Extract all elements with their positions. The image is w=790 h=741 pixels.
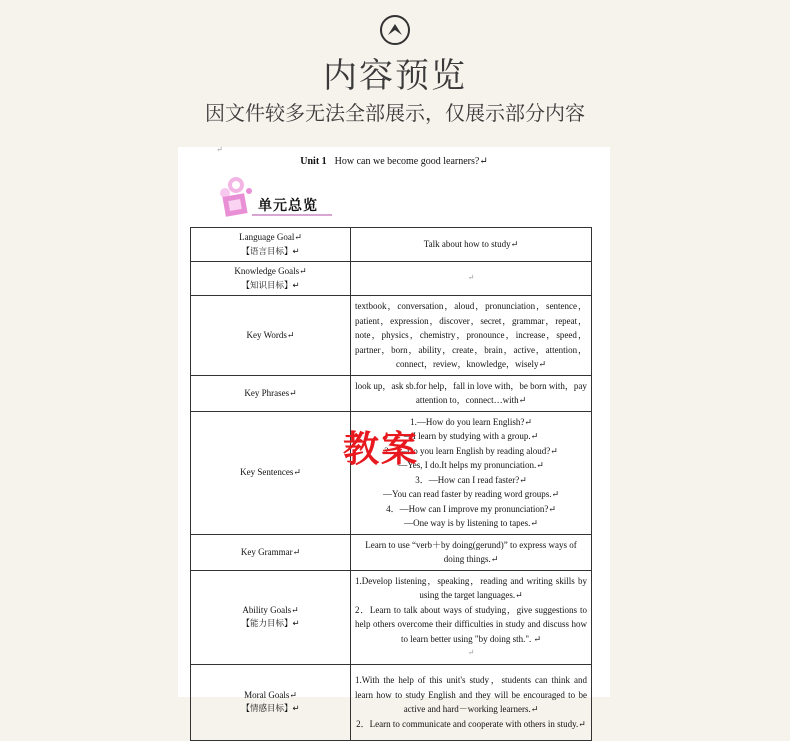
label-zh: 【语言目标】↵ xyxy=(241,246,300,257)
table-row xyxy=(191,375,592,411)
label-en: Key Words↵ xyxy=(246,330,295,340)
unit-title: How can we become good learners?↵ xyxy=(334,156,488,167)
row-label xyxy=(191,411,351,534)
chevron-up-circle-icon xyxy=(379,14,411,46)
content-line: —One way is by listening to tapes.↵ xyxy=(404,518,538,528)
row-label xyxy=(191,664,351,740)
label-en: Key Phrases↵ xyxy=(244,387,297,398)
row-content xyxy=(351,262,592,296)
watermark: 教案 xyxy=(343,429,420,470)
label-zh: 【知识目标】↵ xyxy=(241,280,300,291)
table-row xyxy=(191,664,592,740)
content-line: 4．—How can I improve my pronunciation?↵ xyxy=(386,503,556,514)
row-content xyxy=(351,664,592,740)
content-line: 2．—Do you learn English by reading aloud?↵ xyxy=(384,445,558,456)
unit-label: Unit 1 xyxy=(300,156,327,167)
label-en: Key Grammar↵ xyxy=(240,546,301,557)
content-line: 2．Learn to communicate and cooperate with others in study.↵ xyxy=(356,718,586,729)
row-content xyxy=(351,228,592,262)
content-line: 1.Develop listening，speaking，reading and writing skills by using the target languages.↵ xyxy=(355,575,587,600)
row-label xyxy=(191,534,351,570)
label-en: Moral Goals↵ xyxy=(244,689,297,700)
content-line: —You can read faster by reading word groups.↵ xyxy=(382,489,560,499)
page-subtitle: 因文件较多无法全部展示，仅展示部分内容 xyxy=(205,101,585,125)
table-row xyxy=(191,228,592,262)
section-underline xyxy=(252,214,332,216)
content-line: look up，ask sb.for help，fall in love with，be born with，pay attention to，connect…with↵ xyxy=(355,380,587,405)
content-line: textbook，conversation，aloud，pronunciation，sentence，patient，expression，discover，secret，grammar，repeat，note，physics，chemistry，pronounce，increase，speed，partner，born，ability，create，brain，active，attention，connect，review，knowledge，wisely↵ xyxy=(355,301,587,369)
label-en: Key Sentences↵ xyxy=(240,467,301,478)
label-en: Language Goal↵ xyxy=(239,232,302,242)
content-line: —I learn by studying with a group.↵ xyxy=(403,431,539,441)
row-content xyxy=(351,296,592,376)
page-title: 内容预览 xyxy=(323,56,467,96)
content-line: —Yes, I do.It helps my pronunciation.↵ xyxy=(398,460,544,470)
content-line: ↵ xyxy=(467,648,475,657)
row-label xyxy=(191,570,351,664)
content-line: 1.—How do you learn English?↵ xyxy=(410,416,532,427)
content-line: Talk about how to study↵ xyxy=(423,239,519,250)
table-row xyxy=(191,534,592,570)
table-row xyxy=(191,262,592,296)
row-label xyxy=(191,262,351,296)
row-label xyxy=(191,375,351,411)
unit-heading xyxy=(178,156,610,167)
row-label xyxy=(191,296,351,376)
table-row xyxy=(191,296,592,376)
content-line: ↵ xyxy=(467,273,475,283)
section-title: 单元总览 xyxy=(258,198,318,214)
row-content xyxy=(351,375,592,411)
label-zh: 【能力目标】↵ xyxy=(241,619,300,629)
label-en: Knowledge Goals↵ xyxy=(234,266,307,276)
document-preview xyxy=(178,145,610,729)
row-label xyxy=(191,228,351,262)
unit-goals-table xyxy=(190,227,592,741)
content-line: 2．Learn to talk about ways of studying，give suggestions to help others overcome their difficulties in study and discuss how to learn better using "by doing sth.". ↵ xyxy=(355,604,587,644)
label-zh: 【情感目标】↵ xyxy=(241,704,300,714)
content-line: Learn to use “verb＋by doing(gerund)” to express ways of doing things.↵ xyxy=(365,539,577,564)
label-en: Ability Goals↵ xyxy=(242,604,299,615)
row-content xyxy=(351,570,592,664)
paragraph-mark: ↵ xyxy=(216,145,223,154)
content-line: 1.With the help of this unit's study，students can think and learn how to study English and they will be encouraged to be active and hard－working learners.↵ xyxy=(355,675,587,714)
row-content xyxy=(351,534,592,570)
content-line: 3．—How can I read faster?↵ xyxy=(415,474,527,485)
table-row xyxy=(191,570,592,664)
